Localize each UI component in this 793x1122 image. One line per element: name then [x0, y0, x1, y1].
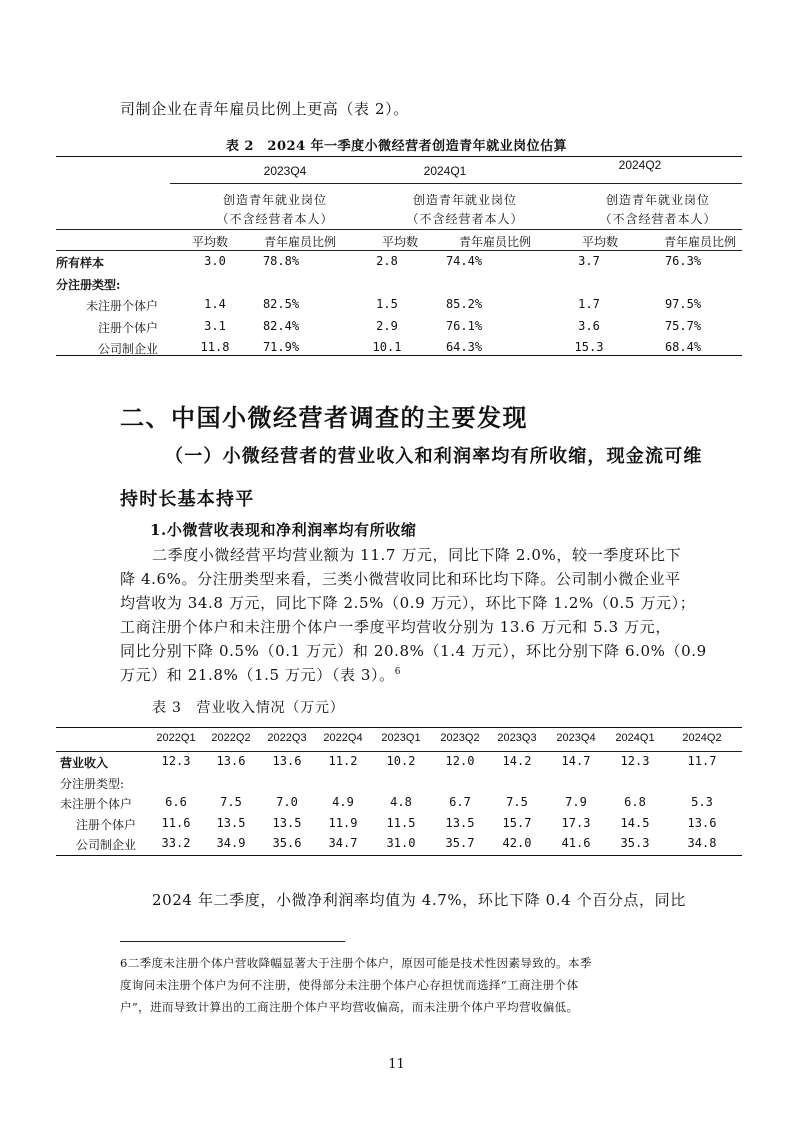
table3-cell: 13.5: [445, 815, 475, 830]
table2-cell: 15.3: [574, 340, 604, 354]
paragraph-line-1: 二季度小微经营平均营业额为 11.7 万元，同比下降 2.0%，较一季度环比下: [152, 546, 682, 564]
table3-cell: 7.5: [220, 795, 242, 809]
table3-quarter-header: 2022Q1: [156, 732, 196, 744]
table2-cell: 68.4%: [664, 340, 702, 354]
table2-group-header-2a: 创造青年就业岗位: [412, 193, 517, 207]
table3-cell: 42.0: [502, 836, 532, 850]
table3-header-rule: [56, 751, 742, 752]
table2-cell: 76.1%: [445, 318, 483, 333]
paragraph-line-4: 工商注册个体户和未注册个体户一季度平均营收分别为 13.6 万元和 5.3 万元，: [120, 618, 671, 636]
table3-cell: 7.0: [276, 795, 298, 809]
table2-cell: 3.0: [204, 254, 226, 268]
table3-row-label: 营业收入: [60, 756, 109, 770]
table3-cell: 34.9: [216, 836, 246, 850]
table2-cell: 78.8%: [262, 254, 300, 268]
table2-cell: 11.8: [200, 340, 230, 354]
table2-top-rule: [56, 156, 742, 157]
table2-bottom-rule: [56, 355, 742, 356]
table3-quarter-header: 2023Q2: [440, 732, 480, 744]
table3-quarter-header: 2023Q4: [556, 732, 596, 744]
table3-cell: 14.7: [561, 754, 591, 768]
table2-cell: 3.6: [578, 318, 600, 333]
table3-bottom-rule: [56, 855, 742, 856]
table3-cell: 4.9: [332, 795, 354, 809]
table3-cell: 41.6: [561, 836, 591, 850]
table2-subheader-rule: [56, 250, 742, 251]
footnote-line-1: 6二季度未注册个体户营收降幅显著大于注册个体户，原因可能是技术性因素导致的。本季: [120, 956, 592, 970]
footnote-reference: 6: [394, 667, 402, 677]
table3-quarter-header: 2022Q3: [267, 732, 307, 744]
table3-quarter-header: 2024Q1: [615, 732, 655, 744]
table2-cell: 3.7: [578, 254, 600, 268]
table3-row-label: 公司制企业: [75, 838, 136, 852]
table2-quarter-2: 2024Q1: [423, 164, 467, 178]
table2-col-ratio-1: 青年雇员比例: [263, 235, 336, 249]
footnote-line-2: 度询问未注册个体户为何不注册，使得部分未注册个体户心存担忧而选择“工商注册个体: [120, 978, 579, 992]
table3-cell: 12.3: [620, 754, 650, 768]
table2-cell: 75.7%: [664, 318, 702, 333]
table3-cell: 12.0: [445, 754, 475, 768]
table2-cell: 2.9: [376, 318, 398, 333]
table3-quarter-header: 2023Q3: [497, 732, 537, 744]
table2-quarter-rule: [170, 183, 742, 184]
table3-quarter-header: 2022Q2: [211, 732, 251, 744]
paragraph-line-2: 降 4.6%。分注册类型来看，三类小微营收同比和环比均下降。公司制小微企业平: [120, 570, 681, 588]
table2-cell: 1.4: [204, 297, 226, 311]
table2-header-rule: [56, 229, 742, 230]
table3-cell: 11.9: [328, 815, 358, 830]
subheading-line-1: （一）小微经营者的营业收入和利润率均有所收缩，现金流可维: [165, 446, 703, 467]
subsubheading: 1.小微营收表现和净利润率均有所收缩: [150, 521, 417, 539]
page-number: 11: [388, 1057, 405, 1072]
table3-cell: 15.7: [502, 815, 532, 830]
table2-row-label: 未注册个体户: [85, 299, 158, 313]
table3-cell: 14.2: [502, 754, 532, 768]
section-heading: 二、中国小微经营者调查的主要发现: [120, 403, 528, 432]
table3-quarter-header: 2024Q2: [682, 732, 722, 744]
footnote-separator: [120, 941, 345, 942]
paragraph-line-3: 均营收为 34.8 万元，同比下降 2.5%（0.9 万元），环比下降 1.2%（0.5 万元）；: [120, 594, 696, 612]
table2-cell: 2.8: [376, 254, 398, 268]
table3-cell: 33.2: [161, 836, 191, 850]
table3-cell: 34.8: [687, 836, 717, 850]
table3-caption: 表 3 营业收入情况（万元）: [152, 700, 345, 716]
table3-cell: 13.6: [687, 815, 717, 830]
table2-row-label: 分注册类型:: [56, 277, 121, 292]
table2-group-header-3b: （不含经营者本人）: [599, 212, 717, 226]
table3-cell: 5.3: [691, 795, 713, 809]
table2-group-header-1a: 创造青年就业岗位: [222, 193, 327, 207]
table2-group-header-2b: （不含经营者本人）: [406, 212, 524, 226]
paragraph-line-6-text: 万元）和 21.8%（1.5 万元）（表 3）。: [120, 666, 395, 684]
table2-row-label: 公司制企业: [97, 342, 158, 356]
table3-cell: 7.5: [506, 795, 528, 809]
table2-cell: 97.5%: [664, 297, 702, 311]
table2-row-label: 所有样本: [56, 256, 105, 270]
table3-cell: 11.2: [328, 754, 358, 768]
footnote-line-3: 户”，进而导致计算出的工商注册个体户平均营收偏高，而未注册个体户平均营收偏低。: [120, 1000, 579, 1014]
table3-cell: 35.3: [620, 836, 650, 850]
table3-cell: 12.3: [161, 754, 191, 768]
table2-quarter-1: 2023Q4: [263, 164, 307, 178]
table2-row-label: 注册个体户: [97, 320, 158, 335]
table3-quarter-header: 2022Q4: [323, 732, 363, 744]
table3-cell: 6.6: [165, 795, 187, 809]
table2-quarter-3: 2024Q2: [618, 158, 662, 172]
closing-line: 2024 年二季度，小微净利润率均值为 4.7%，环比下降 0.4 个百分点，同比: [152, 891, 686, 909]
table2-cell: 71.9%: [262, 340, 300, 354]
table3-cell: 10.2: [386, 754, 416, 768]
table2-col-avg-1: 平均数: [191, 235, 228, 249]
table2-cell: 82.4%: [262, 318, 300, 333]
table3-cell: 11.7: [687, 754, 717, 768]
table3-cell: 11.5: [386, 815, 416, 830]
table2-cell: 74.4%: [445, 254, 483, 268]
table3-quarter-header: 2023Q1: [381, 732, 421, 744]
table3-cell: 13.5: [272, 815, 302, 830]
paragraph-line-5: 同比分别下降 0.5%（0.1 万元）和 20.8%（1.4 万元），环比分别下降 6.0%（0.9: [120, 642, 707, 660]
table2-col-avg-2: 平均数: [381, 235, 418, 249]
table2-cell: 10.1: [372, 340, 402, 354]
table3-cell: 11.6: [161, 815, 191, 830]
table2-col-ratio-2: 青年雇员比例: [458, 235, 531, 249]
table3-cell: 13.6: [272, 754, 302, 768]
table2-cell: 76.3%: [664, 254, 702, 268]
table3-cell: 35.7: [445, 836, 475, 850]
table2-group-header-1b: （不含经营者本人）: [216, 212, 334, 226]
intro-line: 司制企业在青年雇员比例上更高（表 2）。: [120, 100, 409, 118]
table3-cell: 4.8: [390, 795, 412, 809]
table3-top-rule: [56, 727, 742, 728]
table2-group-header-3a: 创造青年就业岗位: [605, 193, 710, 207]
table2-col-ratio-3: 青年雇员比例: [663, 235, 736, 249]
table3-cell: 14.5: [620, 815, 650, 830]
table2-cell: 1.7: [578, 297, 600, 311]
table3-row-label: 注册个体户: [75, 817, 136, 832]
table3-cell: 13.6: [216, 754, 246, 768]
table2-col-avg-3: 平均数: [581, 235, 618, 249]
table3-cell: 31.0: [386, 836, 416, 850]
table2-cell: 85.2%: [445, 297, 483, 311]
table2-cell: 1.5: [376, 297, 398, 311]
table3-cell: 6.8: [624, 795, 646, 809]
subheading-line-2: 持时长基本持平: [120, 489, 255, 510]
paragraph-line-6: [120, 664, 401, 685]
table3-row-label: 分注册类型:: [60, 776, 125, 791]
table3-cell: 6.7: [449, 795, 471, 809]
table2-caption: 表 2 2024 年一季度小微经营者创造青年就业岗位估算: [225, 139, 568, 154]
table3-cell: 35.6: [272, 836, 302, 850]
table3-cell: 7.9: [565, 795, 587, 809]
table3-row-label: 未注册个体户: [60, 797, 133, 811]
table3-cell: 13.5: [216, 815, 246, 830]
table2-cell: 64.3%: [445, 340, 483, 354]
table2-cell: 82.5%: [262, 297, 300, 311]
table3-cell: 34.7: [328, 836, 358, 850]
table2-cell: 3.1: [204, 318, 226, 333]
table3-cell: 17.3: [561, 815, 591, 830]
